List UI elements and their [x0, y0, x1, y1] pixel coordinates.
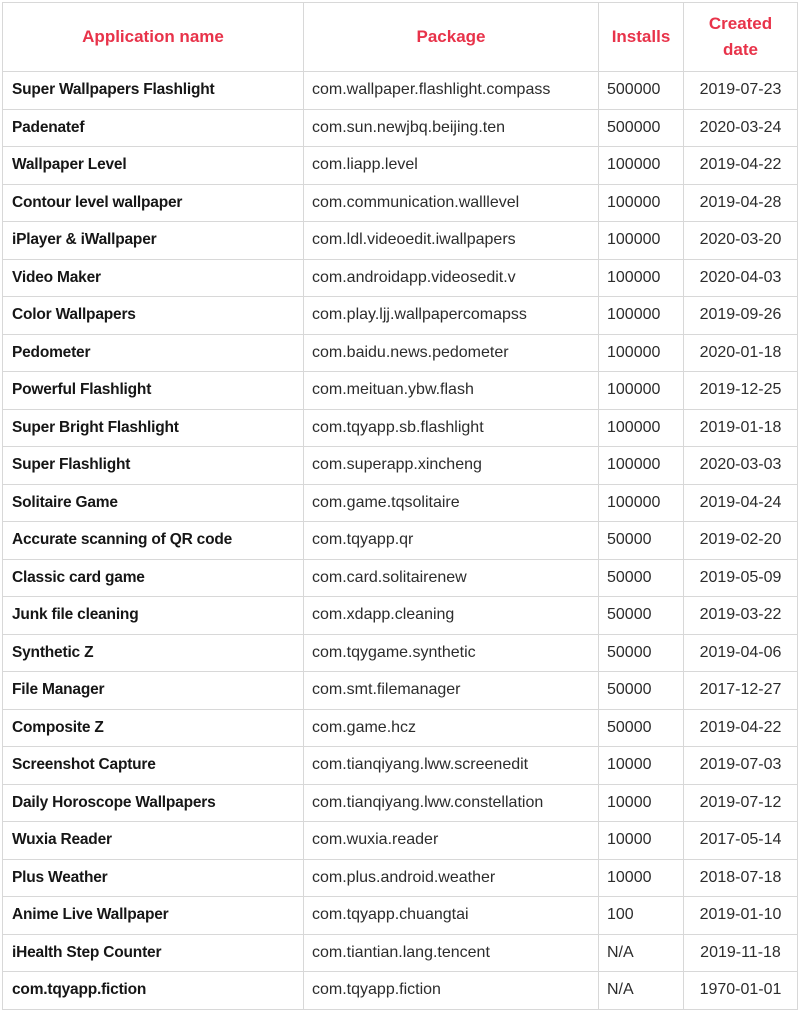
- installs-cell: N/A: [599, 972, 684, 1010]
- table-row: [3, 897, 798, 935]
- created-date-cell: 2019-12-25: [684, 372, 798, 410]
- table-row: [3, 972, 798, 1010]
- created-date-cell: 2019-07-03: [684, 747, 798, 785]
- created-date-cell: 2019-02-20: [684, 522, 798, 560]
- created-date-cell: 2019-04-24: [684, 484, 798, 522]
- table-row: [3, 859, 798, 897]
- app-name-cell: Plus Weather: [3, 859, 304, 897]
- app-name-cell: Classic card game: [3, 559, 304, 597]
- table-row: [3, 222, 798, 260]
- table-row: [3, 522, 798, 560]
- app-name-cell: Super Flashlight: [3, 447, 304, 485]
- app-name-cell: Contour level wallpaper: [3, 184, 304, 222]
- package-cell: com.tianqiyang.lww.screenedit: [304, 747, 599, 785]
- package-cell: com.liapp.level: [304, 147, 599, 185]
- table-row: [3, 109, 798, 147]
- apps-table: [2, 2, 798, 1010]
- installs-cell: 500000: [599, 72, 684, 110]
- created-date-cell: 2019-03-22: [684, 597, 798, 635]
- created-date-cell: 1970-01-01: [684, 972, 798, 1010]
- column-header-created-date: Created date: [684, 3, 798, 72]
- installs-cell: 100000: [599, 334, 684, 372]
- package-cell: com.wuxia.reader: [304, 822, 599, 860]
- installs-cell: 10000: [599, 859, 684, 897]
- created-date-cell: 2020-03-20: [684, 222, 798, 260]
- app-name-cell: Junk file cleaning: [3, 597, 304, 635]
- table-row: [3, 297, 798, 335]
- installs-cell: 50000: [599, 522, 684, 560]
- created-date-cell: 2018-07-18: [684, 859, 798, 897]
- app-name-cell: iPlayer & iWallpaper: [3, 222, 304, 260]
- table-row: [3, 934, 798, 972]
- package-cell: com.plus.android.weather: [304, 859, 599, 897]
- package-cell: com.androidapp.videosedit.v: [304, 259, 599, 297]
- created-date-cell: 2017-12-27: [684, 672, 798, 710]
- installs-cell: 100000: [599, 259, 684, 297]
- column-header-package: Package: [304, 3, 599, 72]
- app-name-cell: com.tqyapp.fiction: [3, 972, 304, 1010]
- app-name-cell: Pedometer: [3, 334, 304, 372]
- created-date-cell: 2019-11-18: [684, 934, 798, 972]
- column-header-installs: Installs: [599, 3, 684, 72]
- created-date-cell: 2017-05-14: [684, 822, 798, 860]
- table-row: [3, 147, 798, 185]
- app-name-cell: Wallpaper Level: [3, 147, 304, 185]
- table-row: [3, 259, 798, 297]
- app-name-cell: Daily Horoscope Wallpapers: [3, 784, 304, 822]
- created-date-cell: 2019-09-26: [684, 297, 798, 335]
- installs-cell: N/A: [599, 934, 684, 972]
- app-name-cell: Composite Z: [3, 709, 304, 747]
- app-name-cell: Powerful Flashlight: [3, 372, 304, 410]
- installs-cell: 50000: [599, 597, 684, 635]
- app-name-cell: Screenshot Capture: [3, 747, 304, 785]
- table-row: [3, 484, 798, 522]
- table-header-row: [3, 3, 798, 72]
- created-date-cell: 2019-01-18: [684, 409, 798, 447]
- table-row: [3, 634, 798, 672]
- package-cell: com.wallpaper.flashlight.compass: [304, 72, 599, 110]
- package-cell: com.play.ljj.wallpapercomapss: [304, 297, 599, 335]
- table-row: [3, 597, 798, 635]
- package-cell: com.baidu.news.pedometer: [304, 334, 599, 372]
- package-cell: com.tiantian.lang.tencent: [304, 934, 599, 972]
- installs-cell: 100000: [599, 297, 684, 335]
- installs-cell: 100: [599, 897, 684, 935]
- created-date-cell: 2019-04-06: [684, 634, 798, 672]
- app-name-cell: Solitaire Game: [3, 484, 304, 522]
- app-name-cell: Anime Live Wallpaper: [3, 897, 304, 935]
- package-cell: com.superapp.xincheng: [304, 447, 599, 485]
- app-name-cell: Video Maker: [3, 259, 304, 297]
- app-name-cell: iHealth Step Counter: [3, 934, 304, 972]
- table-body: [3, 72, 798, 1010]
- package-cell: com.xdapp.cleaning: [304, 597, 599, 635]
- package-cell: com.ldl.videoedit.iwallpapers: [304, 222, 599, 260]
- package-cell: com.game.hcz: [304, 709, 599, 747]
- package-cell: com.communication.walllevel: [304, 184, 599, 222]
- installs-cell: 50000: [599, 634, 684, 672]
- app-name-cell: Super Wallpapers Flashlight: [3, 72, 304, 110]
- installs-cell: 100000: [599, 184, 684, 222]
- app-name-cell: Synthetic Z: [3, 634, 304, 672]
- package-cell: com.tqygame.synthetic: [304, 634, 599, 672]
- column-header-application-name: Application name: [3, 3, 304, 72]
- table-row: [3, 409, 798, 447]
- table-row: [3, 672, 798, 710]
- table-row: [3, 372, 798, 410]
- app-name-cell: File Manager: [3, 672, 304, 710]
- table-row: [3, 447, 798, 485]
- created-date-cell: 2019-01-10: [684, 897, 798, 935]
- table-row: [3, 822, 798, 860]
- created-date-cell: 2019-04-28: [684, 184, 798, 222]
- table-row: [3, 184, 798, 222]
- package-cell: com.card.solitairenew: [304, 559, 599, 597]
- created-date-cell: 2019-07-23: [684, 72, 798, 110]
- package-cell: com.game.tqsolitaire: [304, 484, 599, 522]
- table-row: [3, 72, 798, 110]
- installs-cell: 10000: [599, 822, 684, 860]
- table-header: [3, 3, 798, 72]
- created-date-cell: 2019-07-12: [684, 784, 798, 822]
- package-cell: com.meituan.ybw.flash: [304, 372, 599, 410]
- app-name-cell: Padenatef: [3, 109, 304, 147]
- created-date-cell: 2019-04-22: [684, 147, 798, 185]
- created-date-cell: 2019-04-22: [684, 709, 798, 747]
- package-cell: com.sun.newjbq.beijing.ten: [304, 109, 599, 147]
- installs-cell: 100000: [599, 147, 684, 185]
- created-date-cell: 2020-03-24: [684, 109, 798, 147]
- table-row: [3, 559, 798, 597]
- installs-cell: 50000: [599, 559, 684, 597]
- created-date-cell: 2020-01-18: [684, 334, 798, 372]
- table-row: [3, 334, 798, 372]
- installs-cell: 100000: [599, 372, 684, 410]
- installs-cell: 50000: [599, 709, 684, 747]
- installs-cell: 500000: [599, 109, 684, 147]
- app-name-cell: Wuxia Reader: [3, 822, 304, 860]
- app-name-cell: Accurate scanning of QR code: [3, 522, 304, 560]
- installs-cell: 100000: [599, 409, 684, 447]
- app-name-cell: Color Wallpapers: [3, 297, 304, 335]
- package-cell: com.smt.filemanager: [304, 672, 599, 710]
- package-cell: com.tqyapp.fiction: [304, 972, 599, 1010]
- app-name-cell: Super Bright Flashlight: [3, 409, 304, 447]
- installs-cell: 100000: [599, 484, 684, 522]
- created-date-cell: 2019-05-09: [684, 559, 798, 597]
- created-date-cell: 2020-04-03: [684, 259, 798, 297]
- table-row: [3, 784, 798, 822]
- installs-cell: 100000: [599, 222, 684, 260]
- installs-cell: 10000: [599, 747, 684, 785]
- installs-cell: 10000: [599, 784, 684, 822]
- package-cell: com.tqyapp.qr: [304, 522, 599, 560]
- package-cell: com.tqyapp.sb.flashlight: [304, 409, 599, 447]
- package-cell: com.tqyapp.chuangtai: [304, 897, 599, 935]
- installs-cell: 50000: [599, 672, 684, 710]
- table-row: [3, 709, 798, 747]
- table-row: [3, 747, 798, 785]
- package-cell: com.tianqiyang.lww.constellation: [304, 784, 599, 822]
- created-date-cell: 2020-03-03: [684, 447, 798, 485]
- installs-cell: 100000: [599, 447, 684, 485]
